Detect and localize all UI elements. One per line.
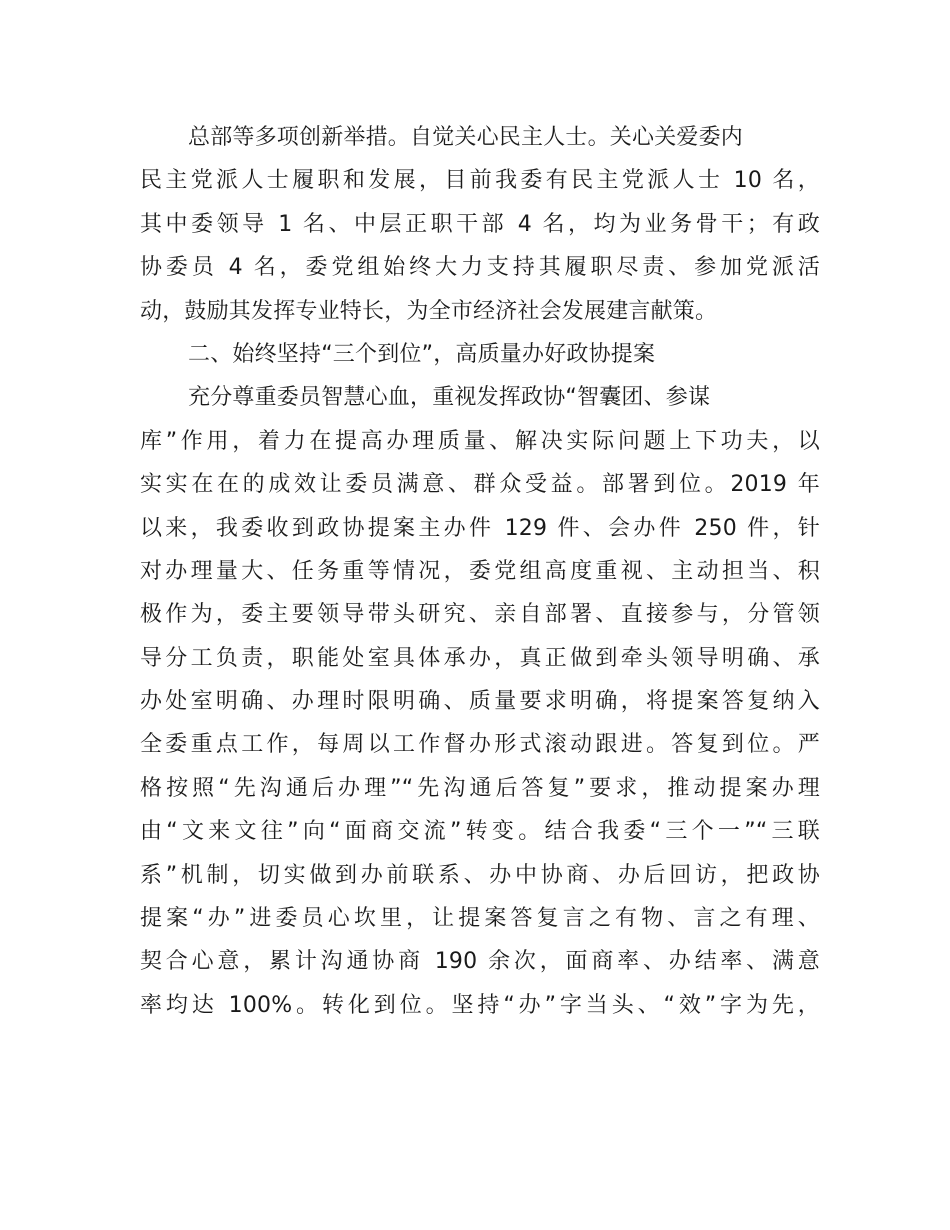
paragraph-line: 系”机制，切实做到办前联系、办中协商、办后回访，把政协 xyxy=(140,862,820,888)
paragraph-line: 总部等多项创新举措。自觉关心民主人士。关心关爱委内 xyxy=(188,125,744,150)
paragraph-line: 实实在在的成效让委员满意、群众受益。部署到位。2019 年 xyxy=(140,472,820,498)
paragraph-line: 极作为，委主要领导带头研究、亲自部署、直接参与，分管领 xyxy=(140,602,820,628)
paragraph-line: 全委重点工作，每周以工作督办形式滚动跟进。答复到位。严 xyxy=(140,732,820,758)
paragraph-line: 率均达 100%。转化到位。坚持“办”字当头、“效”字为先， xyxy=(140,992,820,1018)
body-text xyxy=(140,116,820,1027)
paragraph-line: 以来，我委收到政协提案主办件 129 件、会办件 250 件，针 xyxy=(140,515,820,541)
paragraph-line: 办处室明确、办理时限明确、质量要求明确，将提案答复纳入 xyxy=(140,689,820,715)
paragraph-line: 协委员 4 名，委党组始终大力支持其履职尽责、参加党派活 xyxy=(140,255,820,281)
paragraph-line: 对办理量大、任务重等情况，委党组高度重视、主动担当、积 xyxy=(140,558,820,584)
paragraph-line: 导分工负责，职能处室具体承办，真正做到牵头领导明确、承 xyxy=(140,645,820,671)
section-heading: 二、始终坚持“三个到位”，高质量办好政协提案 xyxy=(188,341,656,367)
paragraph-line: 其中委领导 1 名、中层正职干部 4 名，均为业务骨干；有政 xyxy=(140,211,820,237)
paragraph-line: 库”作用，着力在提高办理质量、解决实际问题上下功夫，以 xyxy=(140,428,820,454)
paragraph-line: 格按照“先沟通后办理”“先沟通后答复”要求，推动提案办理 xyxy=(140,775,820,801)
paragraph-line: 动，鼓励其发挥专业特长，为全市经济社会发展建言献策。 xyxy=(140,298,718,324)
paragraph-line: 充分尊重委员智慧心血，重视发挥政协“智囊团、参谋 xyxy=(188,385,711,411)
paragraph-line: 由“文来文往”向“面商交流”转变。结合我委“三个一”“三联 xyxy=(140,819,820,845)
paragraph-line: 提案“办”进委员心坎里，让提案答复言之有物、言之有理、 xyxy=(140,906,820,932)
paragraph-line: 民主党派人士履职和发展，目前我委有民主党派人士 10 名， xyxy=(140,168,820,194)
paragraph-line: 契合心意，累计沟通协商 190 余次，面商率、办结率、满意 xyxy=(140,949,820,975)
